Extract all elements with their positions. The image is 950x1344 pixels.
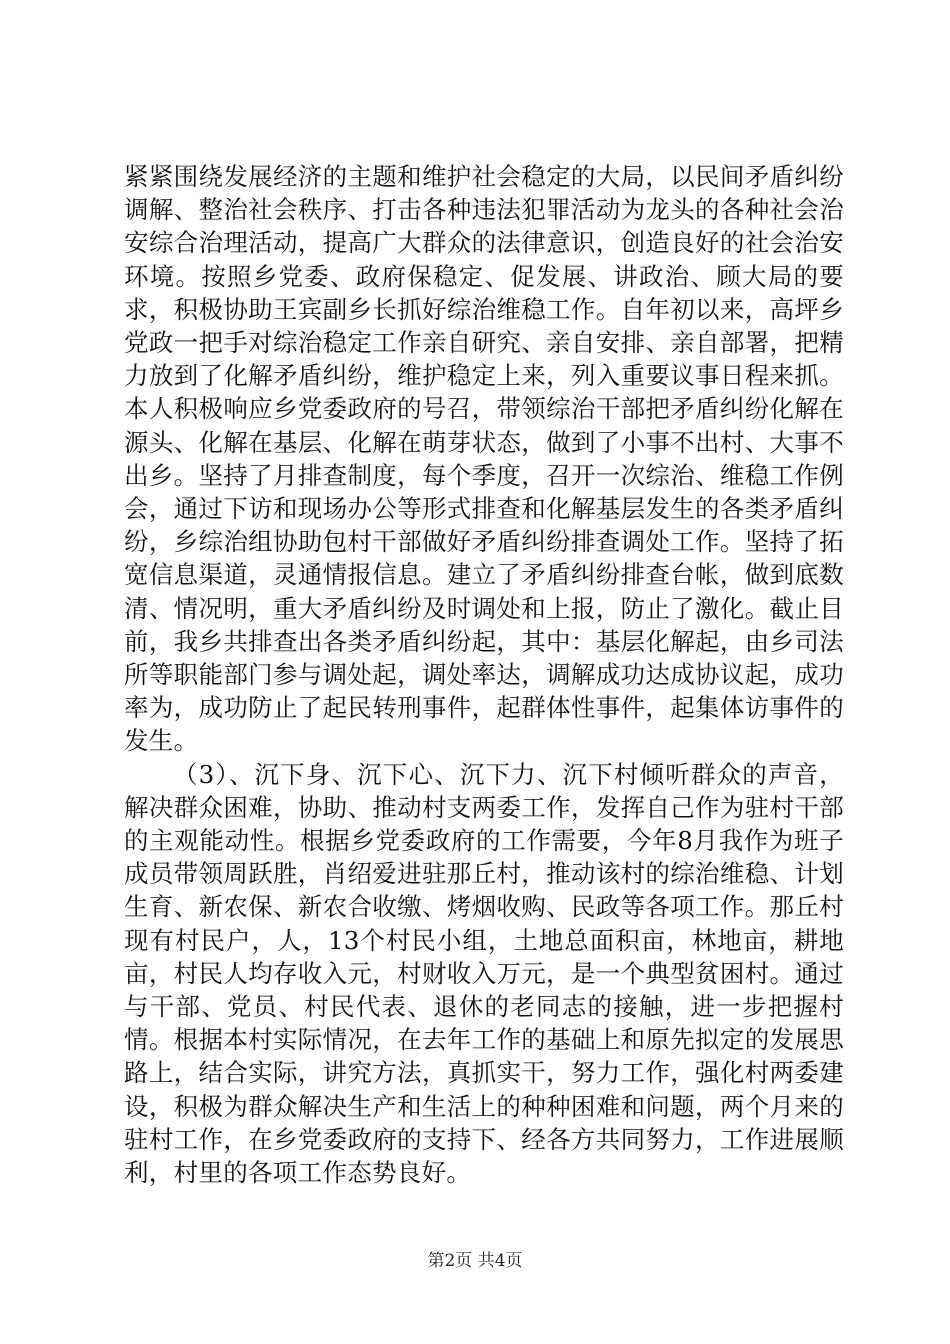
page-footer: 第2页 共4页 bbox=[427, 1251, 523, 1271]
document-body bbox=[124, 160, 844, 1189]
paragraph-village-work: （3）、沉下身、沉下心、沉下力、沉下村倾听群众的声音，解决群众困难，协助、推动村支两委工作，发挥自己作为驻村干部的主观能动性。根据乡党委政府的工作需要，今年8月我作为班子成员带领周跃胜，肖绍爱进驻那丘村，推动该村的综治维稳、计划生育、新农保、新农合收缴、烤烟收购、民政等各项工作。那丘村现有村民户，人，13个村民小组，土地总面积亩，林地亩，耕地亩，村民人均存收入元，村财收入万元，是一个典型贫困村。通过与干部、党员、村民代表、退休的老同志的接触，进一步把握村情。根据本村实际情况，在去年工作的基础上和原先拟定的发展思路上，结合实际，讲究方法，真抓实干，努力工作，强化村两委建设，积极为群众解决生产和生活上的种种困难和问题，两个月来的驻村工作，在乡党委政府的支持下、经各方共同努力，工作进展顺利，村里的各项工作态势良好。 bbox=[124, 759, 844, 1188]
paragraph-comprehensive-governance: 紧紧围绕发展经济的主题和维护社会稳定的大局，以民间矛盾纠纷调解、整治社会秩序、打击各种违法犯罪活动为龙头的各种社会治安综合治理活动，提高广大群众的法律意识，创造良好的社会治安环境。按照乡党委、政府保稳定、促发展、讲政治、顾大局的要求，积极协助王宾副乡长抓好综治维稳工作。自年初以来，高坪乡党政一把手对综治稳定工作亲自研究、亲自安排、亲自部署，把精力放到了化解矛盾纠纷，维护稳定上来，列入重要议事日程来抓。本人积极响应乡党委政府的号召，带领综治干部把矛盾纠纷化解在源头、化解在基层、化解在萌芽状态，做到了小事不出村、大事不出乡。坚持了月排查制度，每个季度，召开一次综治、维稳工作例会，通过下访和现场办公等形式排查和化解基层发生的各类矛盾纠纷，乡综治组协助包村干部做好矛盾纠纷排查调处工作。坚持了拓宽信息渠道，灵通情报信息。建立了矛盾纠纷排查台帐，做到底数清、情况明，重大矛盾纠纷及时调处和上报，防止了激化。截止目前，我乡共排查出各类矛盾纠纷起，其中：基层化解起，由乡司法所等职能部门参与调处起，调处率达，调解成功达成协议起，成功率为，成功防止了起民转刑事件，起群体性事件，起集体访事件的发生。 bbox=[124, 162, 844, 756]
